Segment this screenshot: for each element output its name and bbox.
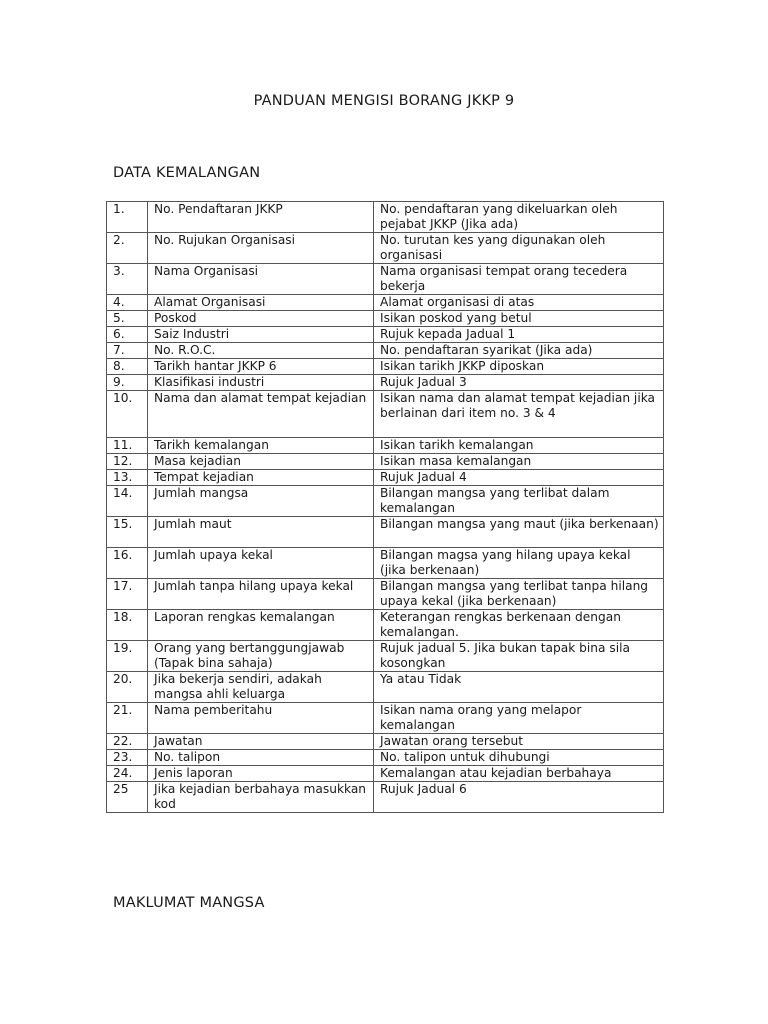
row-description: Rujuk jadual 5. Jika bukan tapak bina sila kosongkan — [374, 641, 664, 672]
row-field-name: Jenis laporan — [148, 766, 374, 782]
table-row — [107, 470, 664, 486]
row-number: 18. — [107, 610, 148, 641]
table-row — [107, 517, 664, 548]
row-number: 23. — [107, 750, 148, 766]
table-row — [107, 202, 664, 233]
table-row — [107, 391, 664, 438]
table-row — [107, 548, 664, 579]
row-number: 5. — [107, 311, 148, 327]
row-description: Alamat organisasi di atas — [374, 295, 664, 311]
row-description: No. pendaftaran yang dikeluarkan oleh pejabat JKKP (Jika ada) — [374, 202, 664, 233]
table-row — [107, 327, 664, 343]
row-description: No. pendaftaran syarikat (Jika ada) — [374, 343, 664, 359]
row-description: Isikan tarikh JKKP diposkan — [374, 359, 664, 375]
row-number: 2. — [107, 233, 148, 264]
row-field-name: Jumlah maut — [148, 517, 374, 548]
row-number: 10. — [107, 391, 148, 438]
row-field-name: Alamat Organisasi — [148, 295, 374, 311]
row-description: Isikan tarikh kemalangan — [374, 438, 664, 454]
row-description: Rujuk Jadual 4 — [374, 470, 664, 486]
row-field-name: Nama pemberitahu — [148, 703, 374, 734]
table-row — [107, 750, 664, 766]
row-description: Isikan poskod yang betul — [374, 311, 664, 327]
row-number: 16. — [107, 548, 148, 579]
row-field-name: No. R.O.C. — [148, 343, 374, 359]
table-row — [107, 486, 664, 517]
page-title: PANDUAN MENGISI BORANG JKKP 9 — [253, 93, 515, 109]
table-row — [107, 610, 664, 641]
row-number: 13. — [107, 470, 148, 486]
table-row — [107, 734, 664, 750]
row-field-name: Laporan rengkas kemalangan — [148, 610, 374, 641]
row-description: Ya atau Tidak — [374, 672, 664, 703]
row-number: 11. — [107, 438, 148, 454]
row-number: 22. — [107, 734, 148, 750]
row-number: 4. — [107, 295, 148, 311]
row-field-name: Jumlah tanpa hilang upaya kekal — [148, 579, 374, 610]
table-row — [107, 641, 664, 672]
row-description: Rujuk Jadual 3 — [374, 375, 664, 391]
row-number: 24. — [107, 766, 148, 782]
table-row — [107, 454, 664, 470]
row-field-name: Jika bekerja sendiri, adakah mangsa ahli keluarga — [148, 672, 374, 703]
row-field-name: Jika kejadian berbahaya masukkan kod — [148, 782, 374, 813]
table-row — [107, 579, 664, 610]
table-row — [107, 672, 664, 703]
row-field-name: Tarikh hantar JKKP 6 — [148, 359, 374, 375]
row-description: Bilangan mangsa yang maut (jika berkenaan) — [374, 517, 664, 548]
row-number: 6. — [107, 327, 148, 343]
table-row — [107, 766, 664, 782]
table-row — [107, 375, 664, 391]
table-row — [107, 295, 664, 311]
row-field-name: No. Rujukan Organisasi — [148, 233, 374, 264]
row-field-name: No. talipon — [148, 750, 374, 766]
row-description: Rujuk Jadual 6 — [374, 782, 664, 813]
row-field-name: Nama dan alamat tempat kejadian — [148, 391, 374, 438]
row-number: 14. — [107, 486, 148, 517]
row-number: 21. — [107, 703, 148, 734]
row-field-name: Tempat kejadian — [148, 470, 374, 486]
row-description: Bilangan mangsa yang terlibat tanpa hilang upaya kekal (jika berkenaan) — [374, 579, 664, 610]
table-row — [107, 782, 664, 813]
row-description: Rujuk kepada Jadual 1 — [374, 327, 664, 343]
table-row — [107, 311, 664, 327]
row-description: Isikan nama dan alamat tempat kejadian jika berlainan dari item no. 3 & 4 — [374, 391, 664, 438]
row-number: 20. — [107, 672, 148, 703]
row-number: 1. — [107, 202, 148, 233]
row-description: Keterangan rengkas berkenaan dengan kemalangan. — [374, 610, 664, 641]
row-number: 8. — [107, 359, 148, 375]
table-row — [107, 703, 664, 734]
row-description: No. turutan kes yang digunakan oleh organisasi — [374, 233, 664, 264]
row-field-name: Orang yang bertanggungjawab (Tapak bina sahaja) — [148, 641, 374, 672]
row-field-name: Masa kejadian — [148, 454, 374, 470]
row-description: Bilangan mangsa yang terlibat dalam kemalangan — [374, 486, 664, 517]
row-field-name: Jawatan — [148, 734, 374, 750]
table-row — [107, 438, 664, 454]
row-number: 19. — [107, 641, 148, 672]
row-field-name: No. Pendaftaran JKKP — [148, 202, 374, 233]
row-description: No. talipon untuk dihubungi — [374, 750, 664, 766]
row-description: Jawatan orang tersebut — [374, 734, 664, 750]
row-number: 15. — [107, 517, 148, 548]
row-field-name: Klasifikasi industri — [148, 375, 374, 391]
table-row — [107, 359, 664, 375]
row-number: 3. — [107, 264, 148, 295]
row-number: 17. — [107, 579, 148, 610]
row-field-name: Saiz Industri — [148, 327, 374, 343]
section-heading-data-kemalangan: DATA KEMALANGAN — [113, 165, 261, 181]
table-row — [107, 343, 664, 359]
row-number: 12. — [107, 454, 148, 470]
row-description: Bilangan magsa yang hilang upaya kekal (jika berkenaan) — [374, 548, 664, 579]
row-number: 7. — [107, 343, 148, 359]
row-description: Kemalangan atau kejadian berbahaya — [374, 766, 664, 782]
table-row — [107, 264, 664, 295]
table-row — [107, 233, 664, 264]
row-description: Isikan masa kemalangan — [374, 454, 664, 470]
row-description: Isikan nama orang yang melapor kemalangan — [374, 703, 664, 734]
row-number: 9. — [107, 375, 148, 391]
row-description: Nama organisasi tempat orang tecedera bekerja — [374, 264, 664, 295]
guide-table-body — [107, 202, 664, 813]
row-field-name: Tarikh kemalangan — [148, 438, 374, 454]
row-field-name: Jumlah mangsa — [148, 486, 374, 517]
row-field-name: Poskod — [148, 311, 374, 327]
row-number: 25 — [107, 782, 148, 813]
row-field-name: Jumlah upaya kekal — [148, 548, 374, 579]
section-heading-maklumat-mangsa: MAKLUMAT MANGSA — [113, 895, 265, 911]
guide-table — [106, 201, 664, 813]
row-field-name: Nama Organisasi — [148, 264, 374, 295]
